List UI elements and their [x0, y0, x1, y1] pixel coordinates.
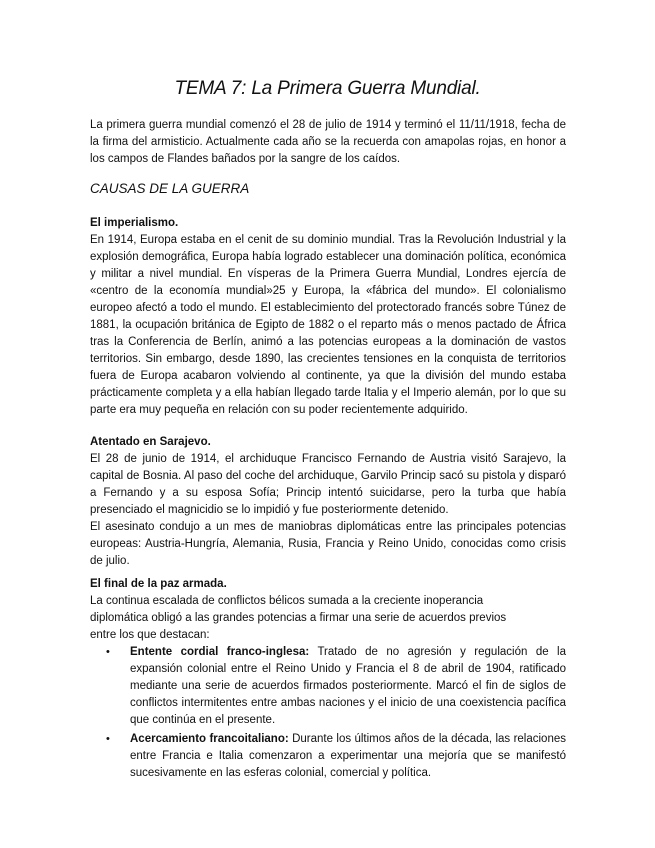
list-item [106, 644, 567, 729]
page-title: TEMA 7: La Primera Guerra Mundial. [174, 78, 481, 99]
sarajevo-paragraph-1: El 28 de junio de 1914, el archiduque Francisco Fernando de Austria visitó Sarajevo, la capital de Bosnia. Al paso del coche del archiduque, Garvilo Princip sacó su pistola y disparó a Fernando y a su esposa Sofía; Princip intentó suicidarse, pero la turba que había presenciado el magnicidio se lo impidió y fue posteriormente detenido. [90, 453, 566, 516]
section-sarajevo [90, 434, 566, 570]
paz-armada-heading: El final de la paz armada. [90, 578, 227, 590]
bullet-term: Entente cordial franco-inglesa: [130, 646, 310, 658]
paz-armada-paragraph: La continua escalada de conflictos bélicos sumada a la creciente inoperancia diplomática obligó a las grandes potencias a firmar una serie de acuerdos previos entre los que destacan: [90, 595, 507, 641]
agreements-list [90, 644, 566, 782]
sarajevo-paragraph-2: El asesinato condujo a un mes de maniobras diplomáticas entre las principales potencias europeas: Austria-Hungría, Alemania, Rusia, Francia y Reino Unido, conocidas como crisis de julio. [90, 521, 566, 567]
bullet-icon: • [106, 646, 110, 658]
bullet-text: Durante los últimos años de la década, las relaciones entre Francia e Italia comenzaron a experimentar una mejoría que se manifestó sucesivamente en las esferas colonial, comercial y política. [130, 733, 566, 779]
imperialismo-paragraph: En 1914, Europa estaba en el cenit de su dominio mundial. Tras la Revolución Industrial y la explosión demográfica, Europa había logrado establecer una dominación política, económica y militar a nivel mundial. En vísperas de la Primera Guerra Mundial, Londres ejercía de «centro de la economía mundial»25 y Europa, la «fábrica del mundo». El colonialismo europeo afectó a todo el mundo. El establecimiento del protectorado francés sobre Túnez de 1881, la ocupación británica de Egipto de 1882 o el reparto más o menos pactado de África tras la Conferencia de Berlín, animó a las potencias europeas a la dominación de vastos territorios. Sin embargo, desde 1890, las crecientes tensiones en la conquista de territorios fuera de Europa acabaron volviendo al continente, ya que la división del mundo estaba prácticamente completa y a ella habían llegado tarde Italia y el Imperio alemán, por lo que su parte era muy pequeña en relación con su poder recientemente adquirido. [90, 234, 566, 416]
intro-paragraph: La primera guerra mundial comenzó el 28 de julio de 1914 y terminó el 11/11/1918, fecha de la firma del armisticio. Actualmente cada año se la recuerda con amapolas rojas, en honor a los campos de Flandes bañados por la sangre de los caídos. [90, 119, 566, 165]
bullet-term: Acercamiento francoitaliano: [130, 733, 289, 745]
section-imperialismo [90, 215, 566, 419]
list-item [106, 731, 566, 782]
bullet-text: Tratado de no agresión y regulación de la expansión colonial entre el Reino Unido y Francia el 8 de abril de 1904, ratificado mediante una serie de acuerdos firmados posteriormente. Marcó el fin de siglos de conflictos intermitentes entre ambas naciones y el inicio de una coexistencia pacífica que continúa en el presente. [130, 646, 567, 726]
sarajevo-heading: Atentado en Sarajevo. [90, 436, 211, 448]
section-heading: CAUSAS DE LA GUERRA [90, 181, 250, 196]
imperialismo-heading: El imperialismo. [90, 217, 179, 229]
section-paz-armada [90, 576, 566, 782]
bullet-icon: • [106, 733, 110, 745]
